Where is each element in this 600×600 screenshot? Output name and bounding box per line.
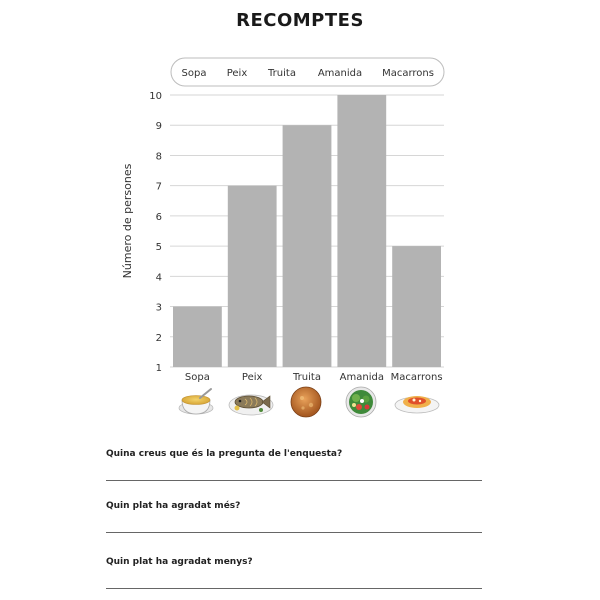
bar-sopa <box>173 307 222 367</box>
y-tick-label: 4 <box>155 272 162 284</box>
y-tick-label: 3 <box>155 302 162 314</box>
legend-item: Sopa <box>181 68 207 79</box>
y-tick-label: 9 <box>155 121 162 133</box>
answer-line-2[interactable] <box>106 532 482 533</box>
question-1: Quina creus que és la pregunta de l'enquesta? <box>106 449 343 459</box>
x-tick-label: Truita <box>293 372 321 383</box>
y-tick-label: 7 <box>155 181 162 193</box>
chart-title: RECOMPTES <box>236 10 364 31</box>
legend-item: Peix <box>226 68 248 79</box>
x-tick-label: Macarrons <box>390 372 443 383</box>
y-tick-label: 10 <box>149 91 162 102</box>
omelette-icon <box>291 387 321 417</box>
y-tick-label: 8 <box>155 151 162 163</box>
soup-bowl-icon <box>179 389 213 414</box>
x-tick-label: Peix <box>241 372 263 383</box>
legend <box>171 58 444 86</box>
answer-line-3[interactable] <box>106 588 482 589</box>
x-tick-label: Amanida <box>339 372 384 383</box>
bars <box>173 95 441 367</box>
y-tick-label: 5 <box>155 242 162 254</box>
legend-item: Amanida <box>317 68 363 79</box>
legend-item: Truita <box>268 68 296 79</box>
question-3: Quin plat ha agradat menys? <box>106 557 253 567</box>
fish-dish-icon <box>229 395 273 415</box>
y-tick-label: 2 <box>155 332 162 344</box>
bar-peix <box>228 186 277 367</box>
x-tick-label: Sopa <box>184 372 210 383</box>
bar-amanida <box>337 95 386 367</box>
y-axis-ticks <box>149 91 162 374</box>
salad-icon <box>346 387 376 417</box>
pasta-plate-icon <box>395 396 439 413</box>
answer-line-1[interactable] <box>106 480 482 481</box>
y-tick-label: 1 <box>155 363 162 374</box>
bar-truita <box>283 125 332 367</box>
x-axis-ticks <box>185 372 443 383</box>
bar-macarrons <box>392 246 441 367</box>
question-2: Quin plat ha agradat més? <box>106 501 241 511</box>
legend-item: Macarrons <box>382 68 434 79</box>
y-axis-label: Número de persones <box>121 163 134 279</box>
y-tick-label: 6 <box>155 211 162 223</box>
